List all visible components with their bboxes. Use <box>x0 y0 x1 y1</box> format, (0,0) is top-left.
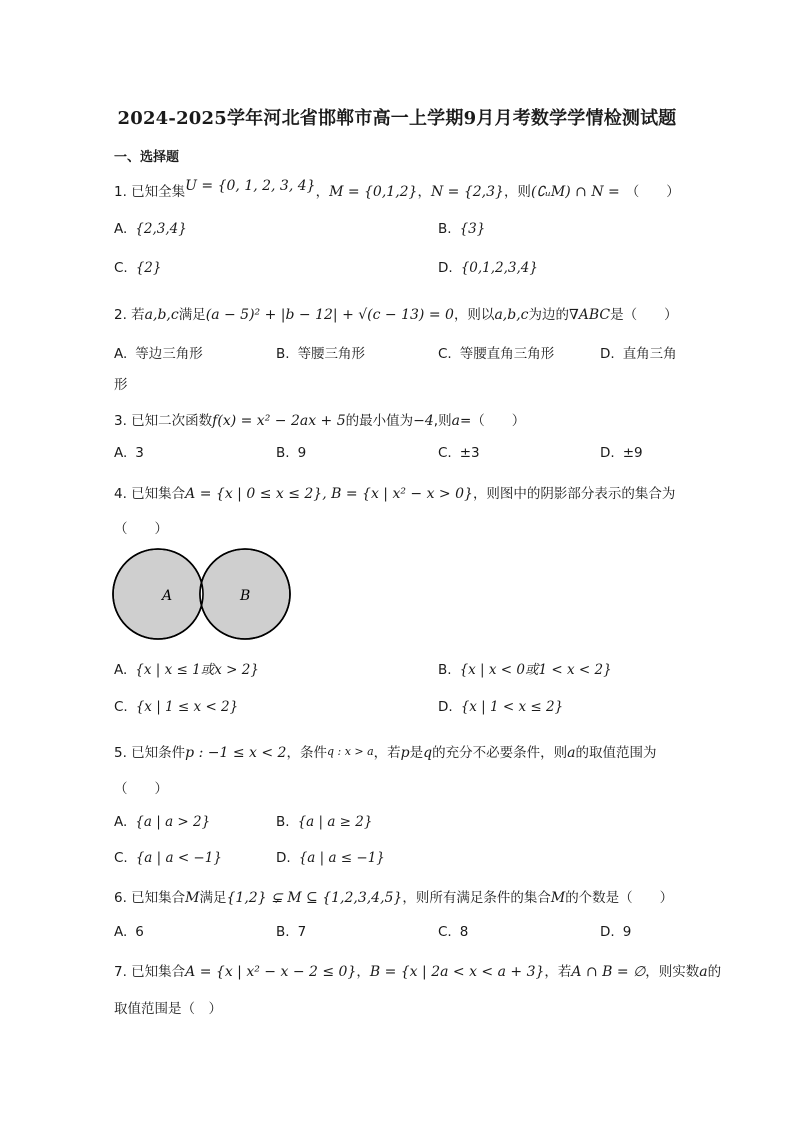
section-heading: 一、选择题 <box>114 150 180 165</box>
q2-triangle: ∇ABC <box>569 307 611 323</box>
question-6 <box>114 886 673 906</box>
q6-set-relation: {1,2} ⊊ M ⊆ {1,2,3,4,5} <box>226 890 403 906</box>
q7-set-b: B = {x | 2a < x < a + 3} <box>369 964 545 980</box>
option-value: 6 <box>135 924 144 940</box>
q7-stem-a: 7. 已知集合 <box>114 964 186 980</box>
q6-stem-a: 6. 已知集合 <box>114 890 186 906</box>
q5-cond-p: p : −1 ≤ x < 2 <box>185 745 287 761</box>
q2-option-d[interactable] <box>600 342 677 362</box>
q1-expr: (∁ᵤM) ∩ N = <box>530 184 620 200</box>
question-3 <box>114 409 525 429</box>
q3-option-c[interactable] <box>438 445 480 461</box>
option-label: D. <box>600 445 615 461</box>
option-label: A. <box>114 924 128 940</box>
option-label: C. <box>438 924 452 940</box>
q6-m2: M <box>550 890 566 906</box>
venn-diagram <box>112 548 292 640</box>
q7-stem-b: ， <box>356 964 370 980</box>
option-value: {x | 1 < x ≤ 2} <box>460 699 564 715</box>
q6-m: M <box>185 890 200 906</box>
q2-stem-e: 是（ ） <box>610 307 678 323</box>
q6-option-c[interactable] <box>438 924 468 940</box>
option-value: 等腰直角三角形 <box>459 346 555 362</box>
q2-vars2: a,b,c <box>494 307 529 323</box>
option-label: C. <box>114 699 128 715</box>
option-label: D. <box>438 260 453 276</box>
option-value: {a | a ≥ 2} <box>297 814 373 830</box>
q6-stem-c: ，则所有满足条件的集合 <box>402 890 551 906</box>
option-label: B. <box>276 445 290 461</box>
q5-stem-b: ，条件 <box>286 745 327 761</box>
q5-option-d[interactable] <box>276 850 385 866</box>
q1-set-n: N = {2,3} <box>430 184 504 200</box>
q4-option-c[interactable] <box>114 699 238 715</box>
q2-option-b[interactable] <box>276 342 365 362</box>
q1-option-b[interactable] <box>438 221 485 237</box>
q2-option-c[interactable] <box>438 342 554 362</box>
option-value: 等腰三角形 <box>297 346 366 362</box>
option-label: C. <box>114 260 128 276</box>
q2-vars: a,b,c <box>144 307 179 323</box>
q1-option-c[interactable] <box>114 260 162 276</box>
q5-option-a[interactable] <box>114 814 210 830</box>
q7-set-a: A = {x | x² − x − 2 ≤ 0} <box>185 964 357 980</box>
q3-stem-c: ,则 <box>433 413 452 429</box>
q2-stem-c: ，则以 <box>453 307 495 323</box>
option-value: 直角三角 <box>622 346 677 362</box>
option-value: {a | a > 2} <box>135 814 211 830</box>
option-label: B. <box>276 346 290 362</box>
option-value: ±9 <box>622 445 643 461</box>
q4-paren: （ ） <box>114 521 168 537</box>
question-5 <box>114 741 656 761</box>
q3-function: f(x) = x² − 2ax + 5 <box>212 413 346 429</box>
option-value: 等边三角形 <box>135 346 203 362</box>
option-value: {x | x ≤ 1或x > 2} <box>135 662 259 678</box>
q3-stem-d: =（ ） <box>459 413 526 429</box>
q2-stem-a: 2. 若 <box>114 307 145 323</box>
option-value: 3 <box>135 445 144 461</box>
option-value: {3} <box>459 221 486 237</box>
q3-stem-a: 3. 已知二次函数 <box>114 413 213 429</box>
q7-condition: A ∩ B = ∅ <box>571 964 646 980</box>
q6-option-a[interactable] <box>114 924 144 940</box>
q5-option-b[interactable] <box>276 814 372 830</box>
option-label: A. <box>114 346 128 362</box>
q3-option-b[interactable] <box>276 445 306 461</box>
option-label: C. <box>438 445 452 461</box>
option-label: C. <box>438 346 452 362</box>
q1-set-u: U = {0, 1, 2, 3, 4} <box>185 178 316 194</box>
q3-stem-b: 的最小值为 <box>345 413 414 429</box>
question-2 <box>114 303 678 323</box>
q5-stem-c: ，若 <box>373 745 401 761</box>
q4-option-a[interactable] <box>114 658 259 678</box>
option-value: 9 <box>622 924 632 940</box>
q6-stem-d: 的个数是（ ） <box>565 890 674 906</box>
q5-cond-q: q : x > a <box>326 745 374 758</box>
question-7 <box>114 960 721 980</box>
venn-label-a: A <box>162 588 173 604</box>
q4-option-d[interactable] <box>438 699 563 715</box>
q1-set-m: M = {0,1,2} <box>329 184 418 200</box>
q3-var: a <box>451 413 460 429</box>
option-label: D. <box>600 346 615 362</box>
option-value: ±3 <box>459 445 480 461</box>
q2-option-a[interactable] <box>114 342 203 362</box>
q5-p: p <box>400 745 410 761</box>
option-label: B. <box>276 924 290 940</box>
q7-stem-e: 的 <box>707 964 722 980</box>
q3-min-value: −4 <box>413 413 434 429</box>
q5-paren: （ ） <box>114 781 168 797</box>
option-label: C. <box>114 850 128 866</box>
option-label: D. <box>276 850 291 866</box>
q6-option-d[interactable] <box>600 924 631 940</box>
q7-stem-f: 取值范围是（ ） <box>114 1001 222 1017</box>
option-label: A. <box>114 221 128 237</box>
option-label: D. <box>438 699 453 715</box>
q1-option-a[interactable] <box>114 221 187 237</box>
question-4 <box>114 482 675 502</box>
q6-stem-b: 满足 <box>199 890 227 906</box>
q5-option-c[interactable] <box>114 850 222 866</box>
q2-option-d-wrap: 形 <box>114 377 128 393</box>
option-value: {2,3,4} <box>135 221 187 237</box>
option-value: 8 <box>459 924 469 940</box>
option-label: A. <box>114 662 128 678</box>
q5-stem-d: 是 <box>409 745 424 761</box>
q4-option-b[interactable] <box>438 658 612 678</box>
option-label: D. <box>600 924 615 940</box>
option-label: A. <box>114 445 128 461</box>
option-value: {a | a < −1} <box>135 850 222 866</box>
q2-stem-b: 满足 <box>178 307 206 323</box>
option-value: {2} <box>135 260 162 276</box>
q5-stem-a: 5. 已知条件 <box>114 745 186 761</box>
q5-q: q <box>423 745 433 761</box>
option-value: 9 <box>297 445 307 461</box>
option-value: {x | x < 0或1 < x < 2} <box>459 662 612 678</box>
q7-stem-d: ，则实数 <box>645 964 700 980</box>
page-title: 2024-2025学年河北省邯郸市高一上学期9月月考数学学情检测试题 <box>117 108 677 129</box>
q4-stem-a: 4. 已知集合 <box>114 486 186 502</box>
option-label: B. <box>438 662 452 678</box>
q5-stem-f: 的取值范围为 <box>575 745 657 761</box>
q4-stem-b: ，则图中的阴影部分表示的集合为 <box>472 486 676 502</box>
q1-stem-a: 1. 已知全集 <box>114 184 186 200</box>
q7-stem-c: ，若 <box>544 964 572 980</box>
option-value: 7 <box>297 924 307 940</box>
q6-option-b[interactable] <box>276 924 306 940</box>
option-label: B. <box>276 814 290 830</box>
q1-stem-b: ，则 <box>503 184 531 200</box>
q3-option-a[interactable] <box>114 445 144 461</box>
option-label: A. <box>114 814 128 830</box>
q2-stem-d: 为边的 <box>528 307 569 323</box>
option-label: B. <box>438 221 452 237</box>
question-1: 1. 已知全集U = {0, 1, 2, 3, 4}，M = {0,1,2}，N = {2,3}，则(∁ᵤM) ∩ N = （ ） <box>114 178 680 200</box>
option-value: {a | a ≤ −1} <box>298 850 385 866</box>
q5-a: a <box>567 745 576 761</box>
q1-paren: （ ） <box>625 184 680 200</box>
option-value: {x | 1 ≤ x < 2} <box>135 699 239 715</box>
q3-option-d[interactable] <box>600 445 643 461</box>
q7-a: a <box>699 964 708 980</box>
q5-stem-e: 的充分不必要条件，则 <box>432 745 568 761</box>
q1-option-d[interactable] <box>438 260 538 276</box>
q4-sets: A = {x | 0 ≤ x ≤ 2}, B = {x | x² − x > 0} <box>185 486 473 502</box>
venn-label-b: B <box>240 588 251 604</box>
option-value: {0,1,2,3,4} <box>460 260 538 276</box>
q2-equation: (a − 5)² + |b − 12| + √(c − 13) = 0 <box>205 307 454 323</box>
